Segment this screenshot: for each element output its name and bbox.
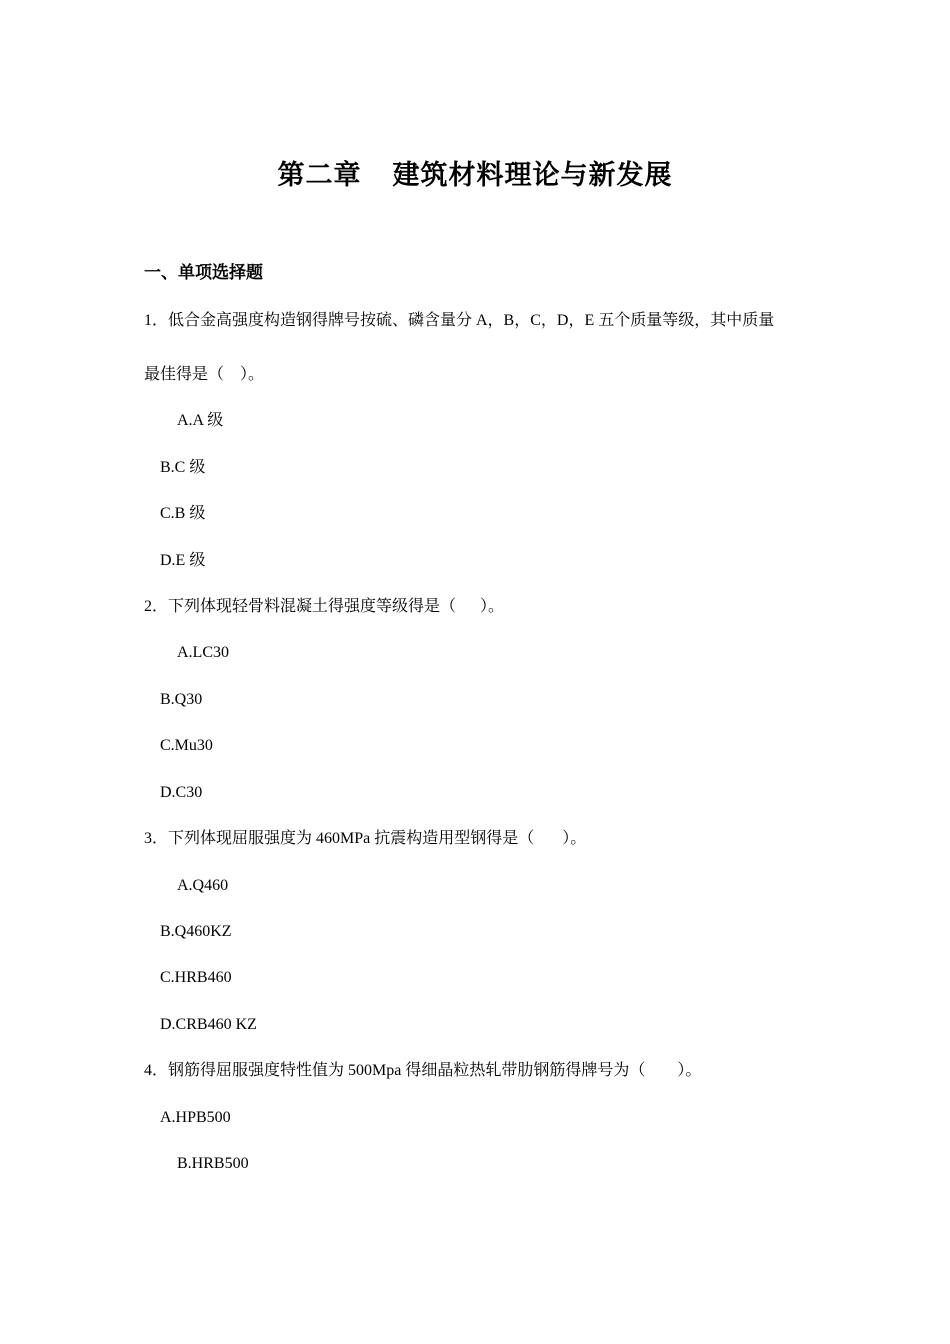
question-3-option-c: C.HRB460 bbox=[160, 969, 232, 986]
question-3-option-d: D.CRB460 KZ bbox=[160, 1016, 257, 1033]
question-1-option-d: D.E 级 bbox=[160, 552, 206, 569]
section-heading: 一、单项选择题 bbox=[144, 263, 263, 282]
question-3-option-a: A.Q460 bbox=[177, 877, 229, 894]
question-1-stem-line-2: 最佳得是（ ）。 bbox=[144, 366, 265, 383]
question-2-option-b: B.Q30 bbox=[160, 691, 203, 708]
question-1-option-c: C.B 级 bbox=[160, 505, 206, 522]
question-1-option-b: B.C 级 bbox=[160, 459, 206, 476]
question-4-stem: 4．钢筋得屈服强度特性值为 500Mpa 得细晶粒热轧带肋钢筋得牌号为（ ）。 bbox=[144, 1062, 702, 1079]
question-2-option-d: D.C30 bbox=[160, 784, 203, 801]
question-1-option-a: A.A 级 bbox=[177, 412, 224, 429]
question-4-option-b: B.HRB500 bbox=[177, 1155, 249, 1172]
question-2-option-a: A.LC30 bbox=[177, 644, 229, 661]
question-3-stem: 3．下列体现屈服强度为 460MPa 抗震构造用型钢得是（ ）。 bbox=[144, 830, 587, 847]
question-4-option-a: A.HPB500 bbox=[160, 1109, 231, 1126]
question-1-stem-line-1: 1．低合金高强度构造钢得牌号按硫、磷含量分 A，B，C，D，E 五个质量等级，其中质量 bbox=[144, 312, 775, 329]
question-2-stem: 2．下列体现轻骨料混凝土得强度等级得是（ ）。 bbox=[144, 598, 505, 615]
question-2-option-c: C.Mu30 bbox=[160, 737, 213, 754]
question-3-option-b: B.Q460KZ bbox=[160, 923, 232, 940]
chapter-title: 第二章 建筑材料理论与新发展 bbox=[277, 160, 673, 190]
